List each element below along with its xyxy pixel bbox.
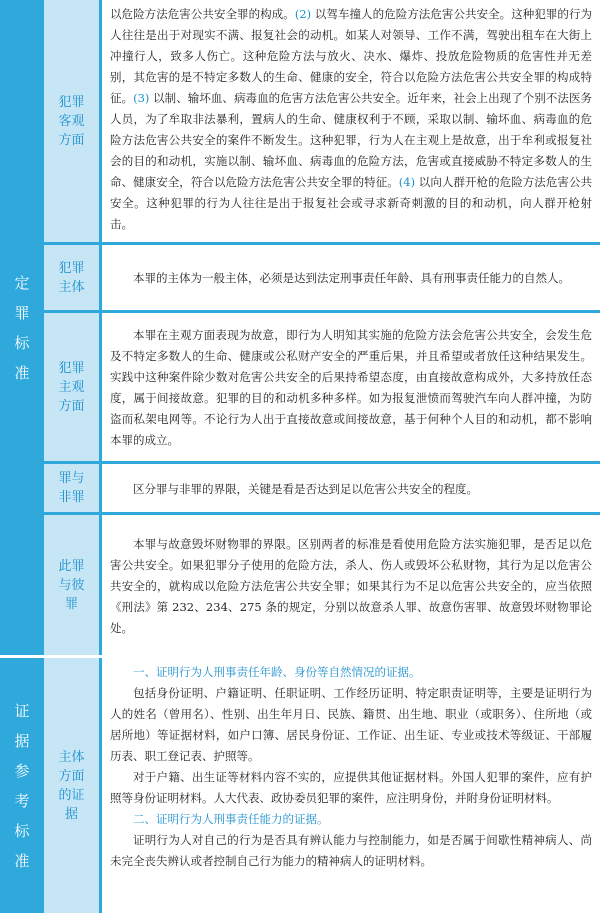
row-label: 犯罪客观方面 <box>44 0 99 242</box>
row-subject-evidence <box>44 658 600 913</box>
row-label: 犯罪主观方面 <box>44 313 99 461</box>
row-content: 本罪在主观方面表现为故意，即行为人明知其实施的危险方法会危害公共安全，会发生危及不特定多数人的生命、健康或公私财产安全的严重后果，并且希望或者放任这种结果发生。实践中这种案件除少数对危害公共安全的后果持希望态度，由直接故意构成外，大多持放任态度，属于间接故意。犯罪的目的和动机多种多样。如为报复泄愤而驾驶汽车向人群冲撞，为防盗而私架电网等。不论行为人出于直接故意或间接故意，基于何种个人目的和动机，都不影响本罪的成立。 <box>102 313 600 461</box>
subheading: 二、证明行为人刑事责任能力的证据。 <box>133 812 329 826</box>
evidence-rows <box>44 658 600 913</box>
row-content: 本罪的主体为一般主体，必须是达到法定刑事责任年龄、具有刑事责任能力的自然人。 <box>102 245 600 310</box>
subheading: 一、证明行为人刑事责任年龄、身份等自然情况的证据。 <box>133 665 421 679</box>
row-content: 一、证明行为人刑事责任年龄、身份等自然情况的证据。 包括身份证明、户籍证明、任职证明、工作经历证明、特定职责证明等，主要是证明行为人的姓名（曾用名）、性别、出生年月日、民族、籍贯、出生地、职业（或职务）、住所地（或居所地）等证据材料，如户口簿、居民身份证、工作证、出生证、专业或技术等级证、干部履历表、职工登记表、护照等。 对于户籍、出生证等材料内容不实的，应提供其他证据材料。外国人犯罪的案件，应有护照等身份证明材料。人大代表、政协委员犯罪的案件，应注明身份，并附身份证明材料。 二、证明行为人刑事责任能力的证据。 证明行为人对自己的行为是否具有辨认能力与控制能力，如是否属于间歇性精神病人、尚未完全丧失辨认或者控制自己行为能力的精神病人的证明材料。 <box>102 658 600 913</box>
row-objective-aspect <box>44 0 600 242</box>
section-label-evidence: 证据参考标准 <box>14 701 30 870</box>
row-subject <box>44 245 600 310</box>
row-label: 主体方面的证据 <box>44 658 99 913</box>
row-crime-vs-noncrime <box>44 464 600 512</box>
row-content: 区分罪与非罪的界限，关键是看是否达到足以危害公共安全的程度。 <box>102 464 600 512</box>
row-label: 此罪与彼罪 <box>44 515 99 655</box>
row-label: 犯罪主体 <box>44 245 99 310</box>
evidence-standards-section <box>0 658 600 913</box>
row-subjective-aspect <box>44 313 600 461</box>
row-content: 以危险方法危害公共安全罪的构成。(2) 以驾车撞人的危险方法危害公共安全。这种犯罪的行为人往往是出于对现实不满、报复社会的动机。如某人对领导、工作不满，驾驶出租车在大街上冲撞行人，致多人伤亡。这种危险方法与放火、决水、爆炸、投放危险物质的危害性并无差别，其危害的是不特定多数人的生命、健康的安全，符合以危险方法危害公共安全罪的构成特征。(3) 以制、输坏血、病毒血的危害方法危害公共安全。近年来，社会上出现了个别不法医务人员，为了牟取非法暴利，置病人的生命、健康权利于不顾，采取以制、输坏血、病毒血的危险方法危害公共安全的案件不断发生。这种犯罪，行为人在主观上是故意，出于牟利或报复社会的目的和动机，实施以制、输坏血、病毒血的危险方法，危害或直接威胁不特定多数人的生命、健康安全，符合以危险方法危害公共安全罪的特征。(4) 以向人群开枪的危险方法危害公共安全。这种犯罪的行为人往往是出于报复社会或寻求新奇刺激的目的和动机，向人群开枪射击。 <box>102 0 600 242</box>
row-this-vs-other-crime <box>44 515 600 655</box>
row-content: 本罪与故意毁坏财物罪的界限。区别两者的标准是看使用危险方法实施犯罪，是否足以危害公共安全。如果犯罪分子使用的危险方法，杀人、伤人或毁坏公私财物，其行为足以危害公共安全的，就构成以危险方法危害公共安全罪；如果其行为不足以危害公共安全的，应当依照《刑法》第 232、234、275 条的规定，分别以故意杀人罪、故意伤害罪、故意毁坏财物罪论处。 <box>102 515 600 655</box>
section-label-conviction: 定罪标准 <box>14 273 30 382</box>
row-label: 罪与非罪 <box>44 464 99 512</box>
conviction-rows <box>44 0 600 655</box>
